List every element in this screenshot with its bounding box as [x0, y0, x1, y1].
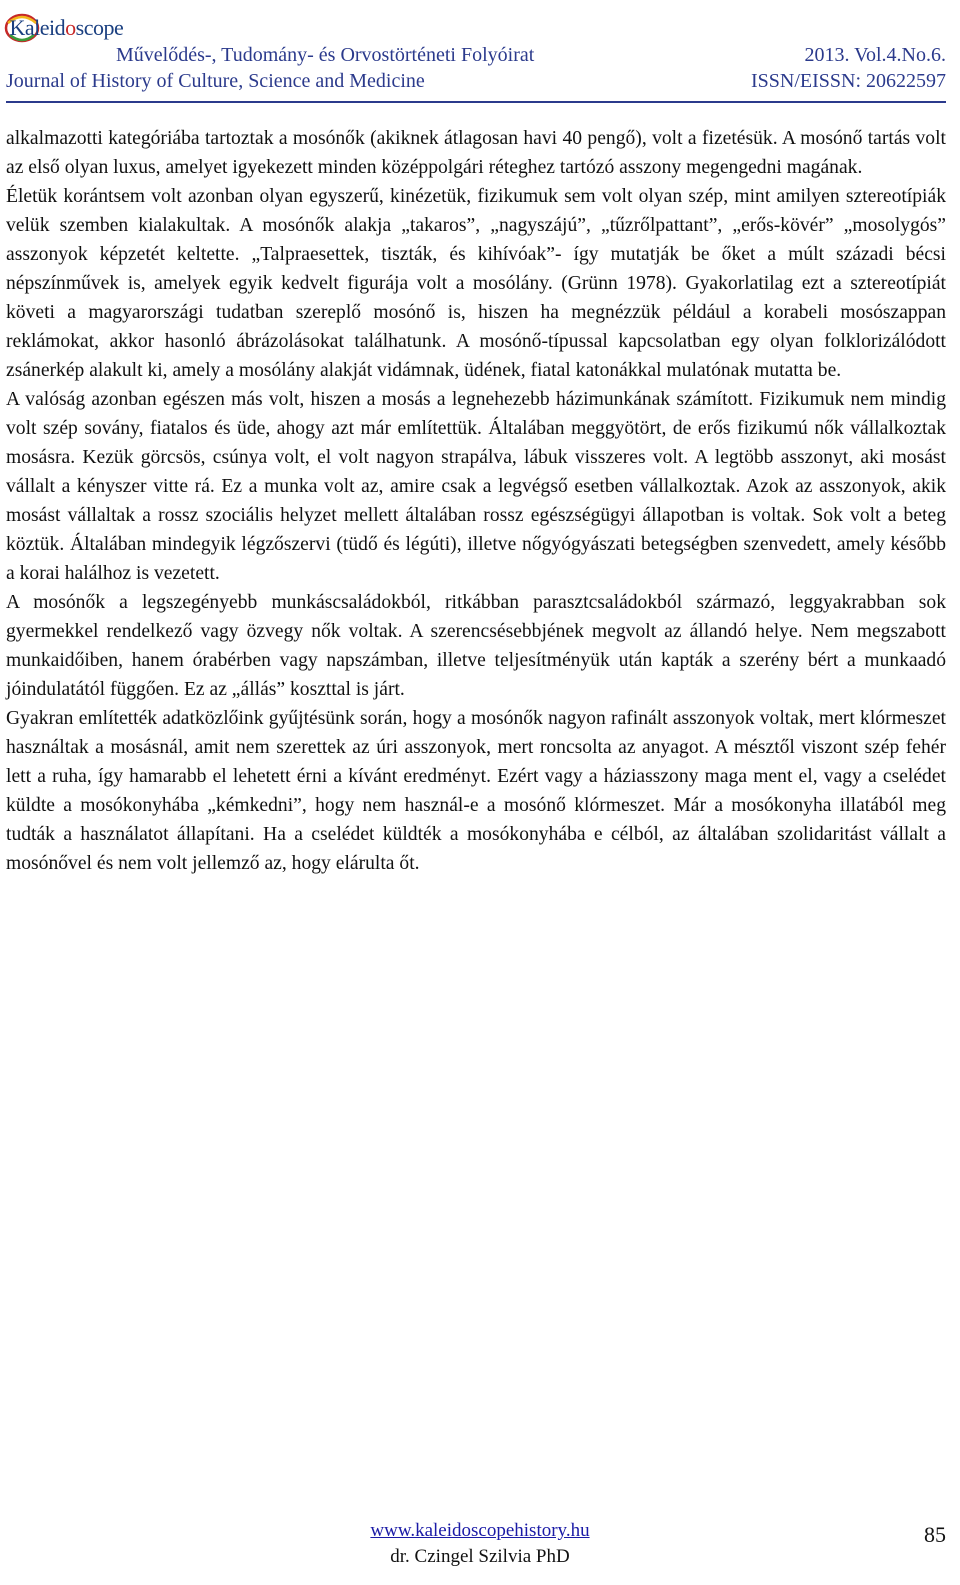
page-number: 85	[924, 1522, 946, 1547]
kaleidoscope-logo	[4, 6, 134, 46]
header-divider	[6, 101, 946, 103]
logo-wordmark: Kaleidoscope	[9, 14, 124, 40]
paragraph: Életük korántsem volt azonban olyan egyszerű, kinézetük, fizikumuk sem volt olyan szép, mint amilyen sztereotípiák velük szemben kialakultak. A mosónők alakja „takaros”, „nagyszájú”, „tűzrőlpattant”, „erős-kövér” „mosolygós” asszonyok képzetét keltette. „Talpraesettek, tiszták, és kihívóak”- így mutatják be őket a múlt századi bécsi népszínművek is, amelyek egyik kedvelt figurája volt a mosólány. (Grünn 1978). Gyakorlatilag ezt a sztereotípiát követi a magyarországi tudatban szereplő mosónő is, hiszen ha megnézzük például a korabeli mosószappan reklámokat, akkor hasonló ábrázolásokat találhatunk. A mosónő-típussal kapcsolatban egy olyan folklorizálódott zsánerkép alakult ki, amely a mosólány alakját vidámnak, üdének, fiatal katonákkal mulatónak mutatta be.	[6, 186, 946, 381]
paragraph: A valóság azonban egészen más volt, hiszen a mosás a legnehezebb házimunkának számított. Fizikumuk nem mindig volt szép sovány, fiatalos és üde, ahogy azt már említettük. Általában meggyötört, de erős fizikumú nők vállalkoztak mosásra. Kezük görcsös, csúnya volt, el volt nagyon strapálva, lábuk visszeres volt. A legtöbb asszonyt, aki mosást vállalt a kényszer vitte rá. Ez a munka volt az, amire csak a legvégső esetben vállalkoztak. Azok az asszonyok, akik mosást vállaltak a rossz szociális helyzet mellett általában rossz egészségügyi állapotban is voltak. Sok volt a beteg köztük. Általában mindegyik légzőszervi (tüdő és légúti), illetve nőgyógyászati betegségben szenvedett, amely később a korai halálhoz is vezetett.	[6, 389, 946, 584]
website-link[interactable]: www.kaleidoscopehistory.hu	[370, 1520, 590, 1541]
paragraph: alkalmazotti kategóriába tartoztak a mosónők (akiknek átlagosan havi 40 pengő), volt a fizetésük. A mosónő tartás volt az első olyan luxus, amelyet igyekezett minden középpolgári réteghez tartózó asszony megengedni magának.	[6, 128, 946, 178]
paragraph: Gyakran említették adatközlőink gyűjtésünk során, hogy a mosónők nagyon rafinált asszonyok voltak, mert klórmeszet használtak a mosásnál, amit nem szerettek az úri asszonyok, mert roncsolta az anyagot. A mésztől viszont szép fehér lett a ruha, így hamarabb el lehetett érni a kívánt eredményt. Ezért vagy a háziasszony maga ment el, vagy a cselédet küldte a mosókonyhába „kémkedni”, hogy nem használ-e a mosónő klórmeszet. Már a mosókonyha illatából meg tudták a használatot állapítani. Ha a cselédet küldték a mosókonyhába e célból, az általában szolidaritást vállalt a mosónővel és nem volt jellemző az, hogy elárulta őt.	[6, 708, 946, 874]
article-body	[6, 124, 946, 878]
paragraph: A mosónők a legszegényebb munkáscsaládokból, ritkábban parasztcsaládokból származó, leggyakrabban sok gyermekkel rendelkező vagy özvegy nők voltak. A szerencsésebbjének megvolt az állandó helye. Nem megszabott munkaidőiben, hanem órabérben vagy napszámban, illetve teljesítményük után kapták a szerény bért a munkaadó jóindulatától függően. Ez az „állás” koszttal is járt.	[6, 592, 946, 700]
page-header	[0, 0, 960, 100]
issn-label: ISSN/EISSN: 20622597	[750, 70, 946, 92]
journal-title-hu: Művelődés-, Tudomány- és Orvostörténeti Folyóirat	[116, 44, 535, 66]
author-name: dr. Czingel Szilvia PhD	[390, 1546, 570, 1567]
issue-label: 2013. Vol.4.No.6.	[804, 44, 946, 66]
journal-title-en: Journal of History of Culture, Science and Medicine	[6, 70, 425, 92]
page-footer	[0, 1520, 960, 1580]
